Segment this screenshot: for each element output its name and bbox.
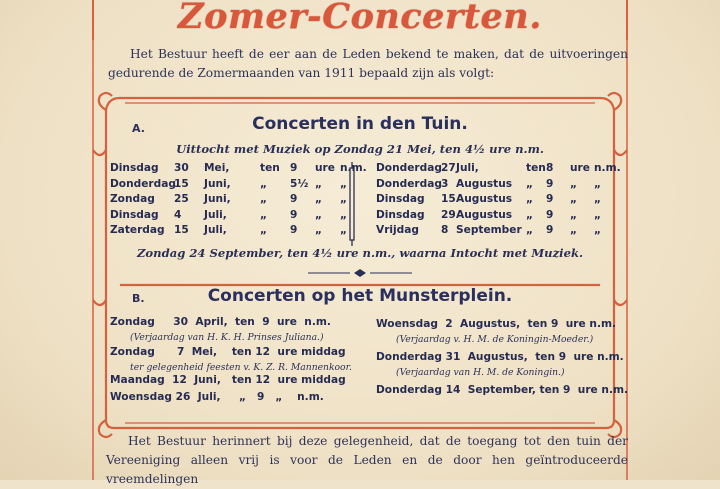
page-title: Zomer-Concerten. — [178, 0, 542, 37]
schedule-ure: „ — [315, 177, 322, 190]
schedule-day: Zondag — [110, 193, 155, 205]
schedule-ten: „ — [260, 208, 267, 221]
schedule-month: Juli, — [456, 162, 479, 174]
schedule-ure: ure — [315, 162, 335, 174]
schedule-nm: „ — [594, 224, 601, 236]
schedule-day: Dinsdag — [376, 193, 425, 205]
schedule-hour: 9 — [546, 208, 554, 221]
schedule-date: 3 — [441, 177, 449, 190]
schedule-day: Vrijdag — [376, 224, 420, 236]
schedule-month: Augustus — [456, 193, 513, 205]
schedule-date: 27 — [441, 162, 456, 174]
schedule-nm: „ — [594, 208, 601, 221]
schedule-nm: „ — [340, 193, 347, 205]
schedule-row: Zondag 30 April, ten 9 ure n.m. — [110, 316, 331, 328]
schedule-nm: „ — [340, 177, 347, 190]
schedule-ure: „ — [315, 208, 322, 221]
schedule-month: Juni, — [204, 177, 231, 190]
schedule-month: Mei, — [204, 162, 230, 174]
schedule-nm: „ — [340, 208, 347, 221]
section-b-letter: B. — [132, 292, 145, 305]
schedule-hour: 9 — [546, 224, 554, 236]
schedule-hour: 9 — [290, 208, 298, 221]
schedule-hour: 9 — [290, 193, 298, 205]
schedule-note: (Verjaardag van H. M. de Koningin.) — [396, 367, 565, 378]
schedule-row: Woensdag 26 Juli, „ 9 „ n.m. — [110, 391, 324, 403]
schedule-row: Donderdag 31 Augustus, ten 9 ure n.m. — [376, 351, 624, 363]
section-a-letter: A. — [132, 122, 145, 135]
schedule-row: Woensdag 2 Augustus, ten 9 ure n.m. — [376, 318, 617, 330]
schedule-hour: 9 — [290, 224, 298, 236]
section-a-subheading: Uittocht met Muziek op Zondag 21 Mei, ten 4½ ure n.m. — [176, 142, 544, 156]
section-a-heading: Concerten in den Tuin. — [252, 114, 468, 134]
schedule-date: 8 — [441, 224, 449, 236]
schedule-month: Augustus — [456, 208, 513, 221]
schedule-ure: „ — [315, 224, 322, 236]
ornament-divider — [306, 268, 414, 278]
schedule-month: Juli, — [204, 208, 227, 221]
schedule-month: Augustus — [456, 177, 513, 190]
schedule-ten: „ — [260, 177, 267, 190]
schedule-date: 15 — [441, 193, 456, 205]
schedule-day: Dinsdag — [110, 208, 159, 221]
schedule-hour: 9 — [290, 162, 298, 174]
schedule-month: September — [456, 224, 522, 236]
schedule-hour: 9 — [546, 177, 554, 190]
schedule-hour: 9 — [546, 193, 554, 205]
schedule-day: Dinsdag — [376, 208, 425, 221]
schedule-ten: „ — [526, 193, 533, 205]
schedule-ure: „ — [570, 224, 577, 236]
schedule-date: 25 — [174, 193, 189, 205]
closing-paragraph: Het Bestuur herinnert bij deze gelegenheid, dat de toegang tot den tuin der Vereeniging alleen vrij is voor de Leden en de door hen geïntroduceerde vreemdelingen — [106, 434, 628, 486]
schedule-day: Donderdag — [376, 162, 442, 174]
schedule-ure: „ — [570, 208, 577, 221]
schedule-nm: n.m. — [594, 162, 621, 174]
intro-paragraph: Het Bestuur heeft de eer aan de Leden bekend te maken, dat de uitvoeringen gedurende de Zomermaanden van 1911 bepaald zijn als volgt: — [108, 47, 628, 80]
schedule-ten: ten — [260, 162, 280, 174]
schedule-nm: n.m. — [340, 162, 367, 174]
section-b-heading: Concerten op het Munsterplein. — [207, 286, 513, 306]
schedule-day: Zaterdag — [110, 224, 165, 236]
schedule-note: (Verjaardag van H. K. H. Prinses Juliana.) — [130, 332, 324, 343]
schedule-row: Maandag 12 Juni, ten 12 ure middag — [110, 374, 346, 386]
schedule-ten: „ — [260, 224, 267, 236]
schedule-month: Juli, — [204, 224, 227, 236]
schedule-note: (Verjaardag v. H. M. de Koningin-Moeder.) — [396, 334, 594, 345]
schedule-day: Dinsdag — [110, 162, 159, 174]
schedule-ten: ten — [526, 162, 546, 174]
schedule-hour: 5½ — [290, 177, 309, 190]
schedule-ten: „ — [526, 208, 533, 221]
schedule-row: Zondag 7 Mei, ten 12 ure middag — [110, 346, 346, 358]
schedule-ure: ure — [570, 162, 590, 174]
schedule-date: 4 — [174, 208, 182, 221]
schedule-hour: 8 — [546, 162, 554, 174]
schedule-nm: „ — [594, 193, 601, 205]
schedule-row: Donderdag 14 September, ten 9 ure n.m. — [376, 384, 629, 396]
schedule-nm: „ — [594, 177, 601, 190]
schedule-day: Donderdag — [110, 177, 176, 190]
schedule-month: Juni, — [204, 193, 231, 205]
schedule-ure: „ — [570, 177, 577, 190]
schedule-ure: „ — [570, 193, 577, 205]
schedule-ten: „ — [526, 177, 533, 190]
schedule-date: 30 — [174, 162, 189, 174]
schedule-ten: „ — [260, 193, 267, 205]
vertical-divider — [344, 162, 360, 246]
schedule-note: ter gelegenheid feesten v. K. Z. R. Mannenkoor. — [130, 362, 352, 373]
schedule-ten: „ — [526, 224, 533, 236]
schedule-ure: „ — [315, 193, 322, 205]
schedule-nm: „ — [340, 224, 347, 236]
schedule-day: Donderdag — [376, 177, 442, 190]
schedule-date: 15 — [174, 224, 189, 236]
schedule-date: 29 — [441, 208, 456, 221]
schedule-date: 15 — [174, 177, 189, 190]
section-a-footer: Zondag 24 September, ten 4½ ure n.m., waarna Intocht met Muziek. — [136, 246, 584, 260]
